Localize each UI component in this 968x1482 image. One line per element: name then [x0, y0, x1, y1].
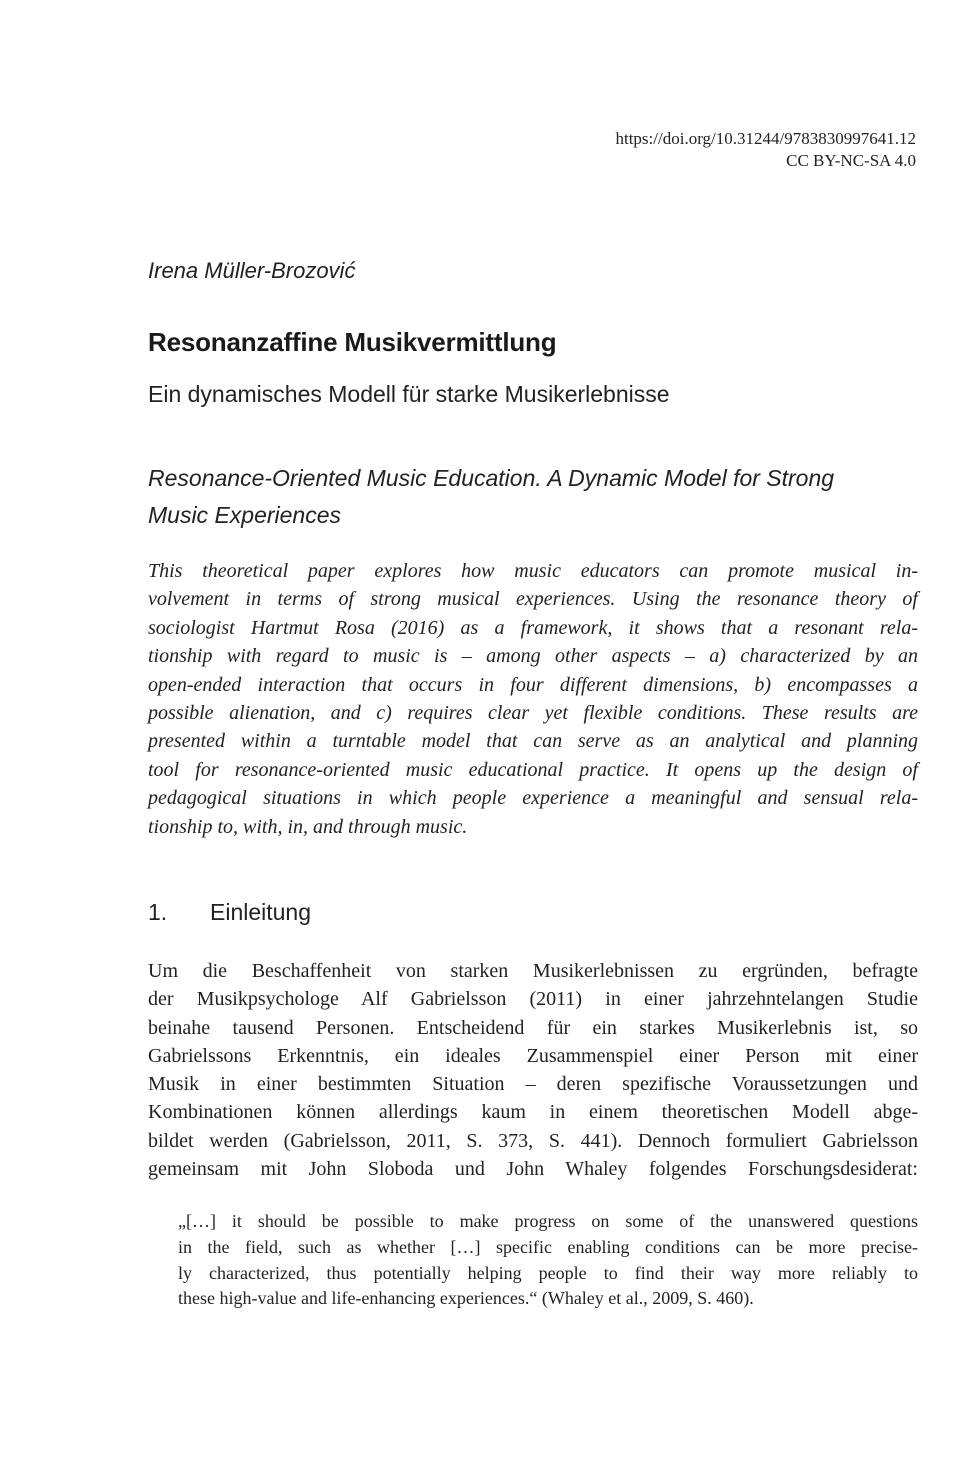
- license-label: CC BY-NC-SA 4.0: [786, 151, 916, 170]
- doi-license-block: [615, 128, 916, 172]
- abstract-line: This theoretical paper explores how music educators can promote musical in-: [148, 560, 918, 582]
- author-name: Irena Müller-Brozović: [148, 258, 356, 283]
- english-title-line: Resonance-Oriented Music Education. A Dynamic Model for Strong: [148, 465, 835, 491]
- article-title: Resonanzaffine Musikvermittlung: [148, 327, 557, 357]
- paragraph-line: beinahe tausend Personen. Entscheidend für ein starkes Musikerlebnis ist, so: [148, 1016, 918, 1039]
- abstract-line: sociologist Hartmut Rosa (2016) as a framework, it shows that a resonant rela-: [148, 616, 918, 639]
- paragraph-line: bildet werden (Gabrielsson, 2011, S. 373, S. 441). Dennoch formuliert Gabrielsson: [148, 1129, 918, 1152]
- abstract-line: possible alienation, and c) requires clear yet flexible conditions. These results are: [148, 702, 918, 725]
- abstract-line: open-ended interaction that occurs in four different dimensions, b) encompasses a: [148, 673, 918, 696]
- paragraph-line: Kombinationen können allerdings kaum in einem theoretischen Modell abge-: [148, 1101, 918, 1124]
- abstract-line: presented within a turntable model that can serve as an analytical and planning: [148, 730, 918, 753]
- quote-line: these high-value and life-enhancing experiences.“ (Whaley et al., 2009, S. 460).: [178, 1288, 754, 1309]
- abstract-line: pedagogical situations in which people experience a meaningful and sensual rela-: [148, 787, 918, 810]
- block-quote: [178, 1209, 918, 1312]
- abstract: [148, 557, 918, 841]
- section-title: Einleitung: [210, 899, 312, 925]
- quote-line: in the field, such as whether […] specific enabling conditions can be more precise-: [178, 1236, 918, 1257]
- paragraph-line: gemeinsam mit John Sloboda und John Whaley folgendes Forschungsdesiderat:: [148, 1158, 918, 1181]
- section-heading: [148, 899, 311, 926]
- paragraph-line: Um die Beschaffenheit von starken Musikerlebnissen zu ergründen, befragte: [148, 960, 918, 982]
- paragraph-line: Gabrielssons Erkenntnis, ein ideales Zusammenspiel einer Person mit einer: [148, 1044, 918, 1067]
- abstract-line: tionship to, with, in, and through music.: [148, 815, 468, 838]
- abstract-line: tionship with regard to music is – among other aspects – a) characterized by an: [148, 645, 918, 668]
- english-title: [148, 460, 928, 534]
- abstract-line: tool for resonance-oriented music educational practice. It opens up the design of: [148, 758, 918, 781]
- paragraph-line: der Musikpsychologe Alf Gabrielsson (2011) in einer jahrzehntelangen Studie: [148, 988, 918, 1011]
- quote-line: ly characterized, thus potentially helping people to find their way more reliably to: [178, 1262, 918, 1283]
- article-subtitle: Ein dynamisches Modell für starke Musikerlebnisse: [148, 381, 670, 407]
- section-number: 1.: [148, 899, 168, 925]
- english-title-line: Music Experiences: [148, 502, 342, 528]
- quote-line: „[…] it should be possible to make progress on some of the unanswered questions: [178, 1211, 918, 1231]
- doi-link[interactable]: https://doi.org/10.31244/9783830997641.12: [615, 129, 916, 148]
- paragraph-line: Musik in einer bestimmten Situation – deren spezifische Voraussetzungen und: [148, 1073, 918, 1096]
- abstract-line: volvement in terms of strong musical experiences. Using the resonance theory of: [148, 588, 918, 611]
- body-paragraph: [148, 957, 918, 1183]
